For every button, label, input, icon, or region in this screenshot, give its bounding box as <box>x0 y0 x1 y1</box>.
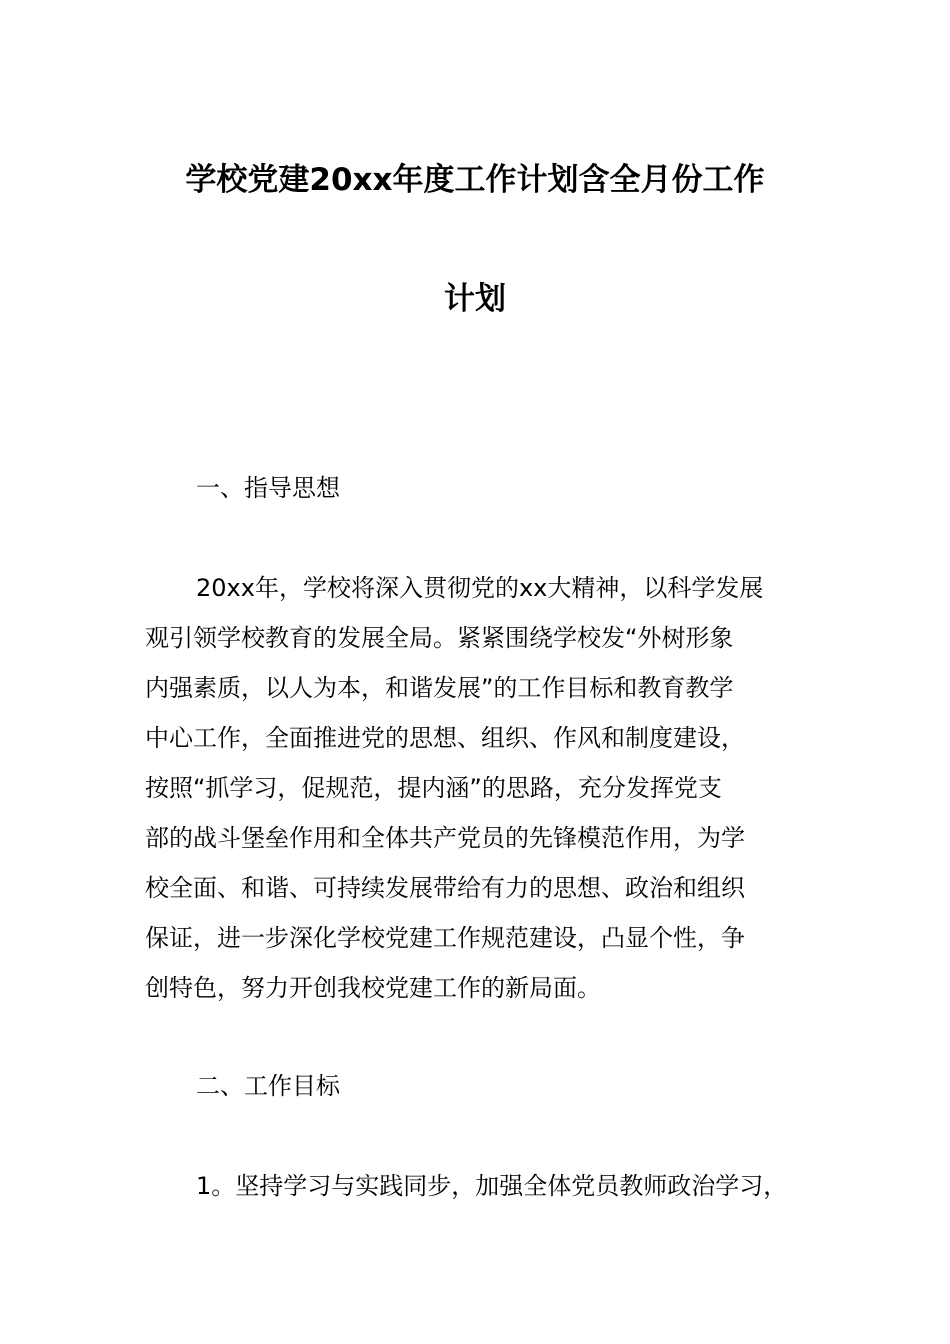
paragraph-line: 创特色，努力开创我校党建工作的新局面。 <box>145 974 601 1002</box>
paragraph-line: 部的战斗堡垒作用和全体共产党员的先锋模范作用，为学 <box>145 824 745 852</box>
section-paragraph-guiding-ideology <box>145 563 810 1013</box>
document-title-line-2: 计划 <box>444 281 506 317</box>
paragraph-line: 按照“抓学习，促规范，提内涵”的思路，充分发挥党支 <box>145 774 722 802</box>
section-heading-work-goals: 二、工作目标 <box>196 1072 340 1100</box>
paragraph-line: 内强素质，以人为本，和谐发展”的工作目标和教育教学 <box>145 674 734 702</box>
paragraph-line: 20xx年，学校将深入贯彻党的xx大精神，以科学发展 <box>196 574 764 602</box>
section-heading-guiding-ideology: 一、指导思想 <box>196 474 340 502</box>
document-title-line-1: 学校党建20xx年度工作计划含全月份工作 <box>185 162 765 198</box>
list-item: 1。坚持学习与实践同步，加强全体党员教师政治学习， <box>196 1172 788 1200</box>
paragraph-line: 中心工作，全面推进党的思想、组织、作风和制度建设， <box>145 724 745 752</box>
paragraph-line: 校全面、和谐、可持续发展带给有力的思想、政治和组织 <box>145 874 745 902</box>
paragraph-line: 观引领学校教育的发展全局。紧紧围绕学校发“外树形象 <box>145 624 734 652</box>
paragraph-line: 保证，进一步深化学校党建工作规范建设，凸显个性，争 <box>145 924 745 952</box>
